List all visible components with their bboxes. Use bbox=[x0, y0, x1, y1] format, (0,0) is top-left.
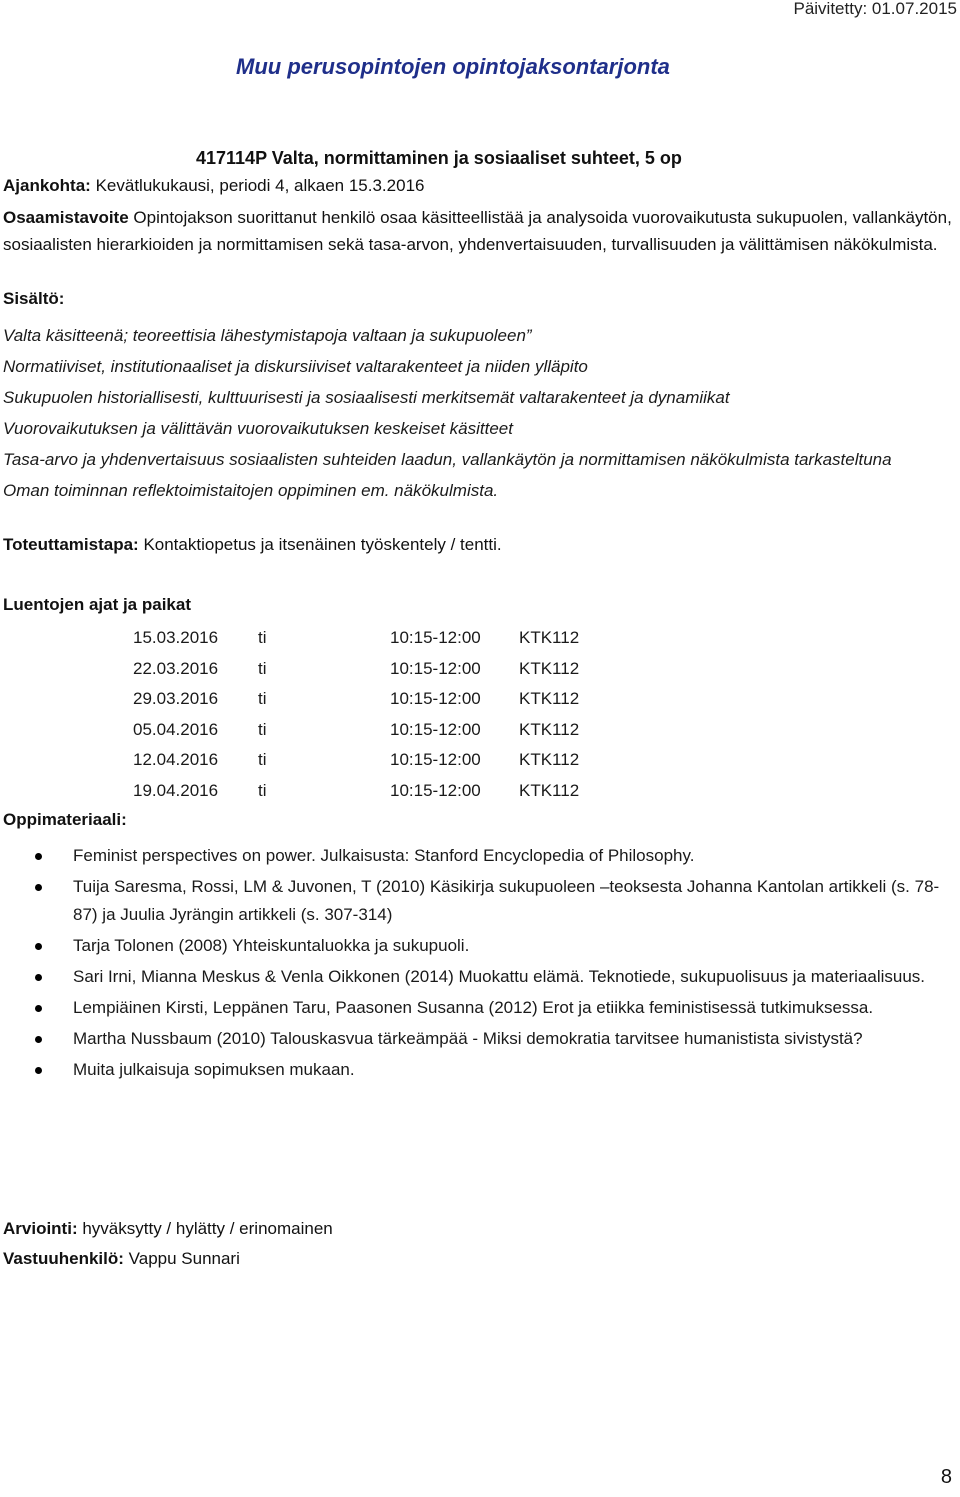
bullet-icon bbox=[35, 1036, 42, 1043]
schedule-table bbox=[133, 623, 579, 807]
sisalto-line: Valta käsitteenä; teoreettisia lähestymistapoja valtaan ja sukupuoleen” bbox=[3, 326, 532, 345]
toteuttamistapa-value: Kontaktiopetus ja itsenäinen työskentely / tentti. bbox=[143, 535, 502, 554]
list-item: Sari Irni, Mianna Meskus & Venla Oikkonen (2014) Muokattu elämä. Teknotiede, sukupuolisuus ja materiaalisuus. bbox=[35, 963, 955, 991]
arviointi-value: hyväksytty / hylätty / erinomainen bbox=[82, 1219, 333, 1238]
vastuuhenkilo-value: Vappu Sunnari bbox=[128, 1249, 240, 1268]
schedule-row: 12.04.2016 ti 10:15-12:00 KTK112 bbox=[133, 750, 580, 770]
schedule-row: 22.03.2016 ti 10:15-12:00 KTK112 bbox=[133, 658, 580, 678]
sisalto-line: Sukupuolen historiallisesti, kulttuurisesti ja sosiaalisesti merkitsemät valtarakenteet ja dynamiikat bbox=[3, 388, 730, 407]
toteuttamistapa-label: Toteuttamistapa: bbox=[3, 535, 139, 554]
page-title: Muu perusopintojen opintojaksontarjonta bbox=[236, 54, 670, 79]
sisalto-heading: Sisältö: bbox=[3, 289, 65, 308]
osaamistavoite-text: Opintojakson suorittanut henkilö osaa käsitteellistää ja analysoida vuorovaikutusta sukupuolen, vallankäytön, sosiaalisten hierarkioiden ja normittamisen sekä tasa-arvon, yhdenvertaisuuden, turvallisuuden ja välittämisen näkökulmista. bbox=[3, 208, 952, 254]
list-item: Martha Nussbaum (2010) Talouskasvua tärkeämpää - Miksi demokratia tarvitsee humanistista sivistystä? bbox=[35, 1025, 955, 1053]
luennot-heading: Luentojen ajat ja paikat bbox=[3, 595, 191, 614]
sisalto-list bbox=[3, 320, 953, 506]
toteuttamistapa bbox=[3, 531, 502, 558]
vastuuhenkilo-label: Vastuuhenkilö: bbox=[3, 1249, 124, 1268]
bullet-icon bbox=[35, 974, 42, 981]
list-item: Tarja Tolonen (2008) Yhteiskuntaluokka ja sukupuoli. bbox=[35, 932, 955, 960]
bullet-icon bbox=[35, 884, 42, 891]
schedule-row: 29.03.2016 ti 10:15-12:00 KTK112 bbox=[133, 689, 580, 709]
list-item: Muita julkaisuja sopimuksen mukaan. bbox=[35, 1056, 955, 1084]
page-number: 8 bbox=[940, 1466, 952, 1488]
list-item: Lempiäinen Kirsti, Leppänen Taru, Paasonen Susanna (2012) Erot ja etiikka feministisessä tutkimuksessa. bbox=[35, 994, 955, 1022]
list-item: Feminist perspectives on power. Julkaisusta: Stanford Encyclopedia of Philosophy. bbox=[35, 842, 955, 870]
vastuuhenkilo bbox=[3, 1245, 240, 1272]
ajankohta-label: Ajankohta: bbox=[3, 176, 91, 195]
material-list bbox=[35, 842, 955, 1087]
arviointi bbox=[3, 1215, 333, 1242]
ajankohta bbox=[3, 176, 424, 196]
course-title: 417114P Valta, normittaminen ja sosiaaliset suhteet, 5 op bbox=[196, 148, 682, 168]
osaamistavoite bbox=[3, 204, 955, 258]
sisalto-line: Vuorovaikutuksen ja välittävän vuorovaikutuksen keskeiset käsitteet bbox=[3, 419, 513, 438]
list-item: Tuija Saresma, Rossi, LM & Juvonen, T (2010) Käsikirja sukupuoleen –teoksesta Johanna Kantolan artikkeli (s. 78-87) ja Juulia Jyrängin artikkeli (s. 307-314) bbox=[35, 873, 955, 929]
bullet-icon bbox=[35, 1067, 42, 1074]
updated-date: Päivitetty: 01.07.2015 bbox=[793, 0, 957, 18]
schedule-row: 19.04.2016 ti 10:15-12:00 KTK112 bbox=[133, 780, 580, 800]
bullet-icon bbox=[35, 943, 42, 950]
schedule-row: 15.03.2016 ti 10:15-12:00 KTK112 bbox=[133, 628, 580, 647]
sisalto-line: Normatiiviset, institutionaaliset ja diskursiiviset valtarakenteet ja niiden ylläpito bbox=[3, 357, 588, 376]
ajankohta-value: Kevätlukukausi, periodi 4, alkaen 15.3.2016 bbox=[95, 176, 425, 195]
bullet-icon bbox=[35, 853, 42, 860]
bullet-icon bbox=[35, 1005, 42, 1012]
schedule-row: 05.04.2016 ti 10:15-12:00 KTK112 bbox=[133, 719, 580, 739]
sisalto-line: Oman toiminnan reflektoimistaitojen oppiminen em. näkökulmista. bbox=[3, 481, 499, 500]
arviointi-label: Arviointi: bbox=[3, 1219, 78, 1238]
osaamistavoite-label: Osaamistavoite bbox=[3, 208, 129, 227]
oppimateriaali-heading: Oppimateriaali: bbox=[3, 810, 127, 829]
sisalto-line: Tasa-arvo ja yhdenvertaisuus sosiaalisten suhteiden laadun, vallankäytön ja normittamisen näkökulmista tarkasteltuna bbox=[3, 450, 892, 469]
